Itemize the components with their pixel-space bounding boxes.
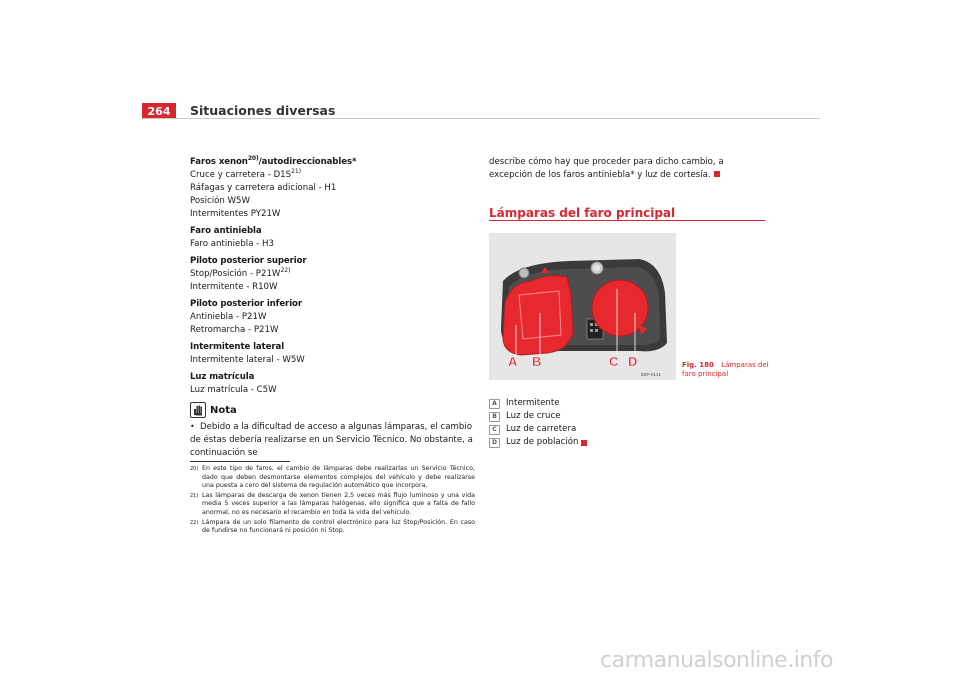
footnote-divider [190, 461, 290, 462]
piloto-sup-line: Intermitente - R10W [190, 282, 278, 292]
matricula-line: Luz matrícula - C5W [190, 385, 277, 395]
xenon-line: Ráfagas y carretera adicional - H1 [190, 183, 337, 193]
header-divider [142, 118, 820, 119]
legend-item [489, 436, 587, 449]
piloto-inf-section [190, 298, 475, 337]
headlamp-illustration [489, 233, 676, 380]
bullet-icon: • [190, 422, 195, 431]
legend-text: Luz de cruce [506, 411, 561, 421]
legend-key: D [489, 438, 500, 448]
antiniebla-line: Faro antiniebla - H3 [190, 239, 274, 249]
figure-label-a: A [508, 354, 518, 369]
legend-item [489, 410, 587, 423]
footnote [190, 519, 475, 536]
xenon-heading: Faros xenon$^{20)}$/autodireccionables* [190, 155, 357, 167]
figure-label-b: B [532, 354, 542, 369]
antiniebla-heading: Faro antiniebla [190, 226, 262, 236]
figure-code: B5P-0131 [641, 372, 662, 377]
lateral-heading: Intermitente lateral [190, 342, 285, 352]
xenon-line: Intermitentes PY21W [190, 209, 281, 219]
legend-key: C [489, 425, 500, 435]
piloto-inf-line: Antiniebla - P21W [190, 312, 267, 322]
note-icon [190, 402, 206, 418]
xenon-section [190, 156, 475, 221]
xenon-line: Posición W5W [190, 196, 251, 206]
note-text: • Debido a la dificultad de acceso a algunas lámparas, el cambio de éstas debería realizarse en un Servicio Técnico. No obstante, a continuación se [190, 422, 473, 458]
footnotes [190, 465, 475, 537]
legend-text: Intermitente [506, 398, 560, 408]
note-header [190, 402, 475, 418]
section-title: Lámparas del faro principal [489, 206, 676, 220]
piloto-inf-line: Retromarcha - P21W [190, 325, 279, 335]
matricula-section [190, 371, 475, 397]
piloto-sup-section [190, 255, 475, 294]
section-divider [489, 220, 765, 221]
antiniebla-section [190, 225, 475, 251]
footnote-number: 21) [190, 492, 199, 499]
footnote-number: 20) [190, 466, 199, 472]
footnote-number: 22) [190, 519, 199, 526]
bulb-list [190, 156, 475, 460]
figure-legend [489, 397, 587, 449]
headlamp-figure [489, 233, 676, 380]
piloto-sup-heading: Piloto posterior superior [190, 256, 307, 266]
piloto-inf-heading: Piloto posterior inferior [190, 299, 302, 309]
legend-key: A [489, 399, 500, 409]
matricula-heading: Luz matrícula [190, 372, 255, 382]
end-mark-icon [581, 440, 587, 446]
legend-key: B [489, 412, 500, 422]
lateral-section [190, 341, 475, 367]
piloto-sup-line: Stop/Posición - $P21W^{22)}$ [190, 267, 291, 279]
legend-text: Luz de carretera [506, 424, 577, 434]
xenon-line: Cruce y carretera - $D1S^{21)}$ [190, 168, 302, 180]
legend-item [489, 397, 587, 410]
lateral-line: Intermitente lateral - W5W [190, 355, 305, 365]
page-number: 264 [142, 103, 176, 119]
legend-item [489, 423, 587, 436]
figure-label-c: C [609, 354, 619, 369]
legend-text: Luz de población [506, 437, 579, 447]
end-mark-icon [714, 171, 720, 177]
page-title: Situaciones diversas [190, 103, 336, 118]
footnote-text: Las lámparas de descarga de xenon tienen 2,5 veces más flujo luminoso y una vida media 5 veces superior a las lámparas halógenas, ello significa que a falta de fallo anormal, no es necesario el recambio en toda la vida del vehículo. [202, 491, 475, 516]
continuation-text: describe cómo hay que proceder para dicho cambio, a excepción de los faros antiniebla* y luz de cortesía. [489, 157, 724, 180]
watermark: carmanualsonline.info [600, 648, 833, 673]
note-title: Nota [210, 404, 237, 416]
footnote [190, 465, 475, 491]
footnote-text: En este tipo de faros, el cambio de lámparas debe realizarlas un Servicio Técnico, dado que deben desmontarse elementos complejos del vehículo y debe realizarse una puesta a cero del sistema de regulación automático que incorpora. [202, 465, 475, 490]
footnote-text: Lámpara de un solo filamento de control electrónico para luz Stop/Posición. En caso de fundirse no funcionará ni posición ni Stop. [202, 518, 475, 535]
figure-caption: Fig. 180 Lámparas del faro principal [682, 361, 769, 378]
figure-label-d: D [628, 354, 638, 369]
footnote [190, 492, 475, 518]
